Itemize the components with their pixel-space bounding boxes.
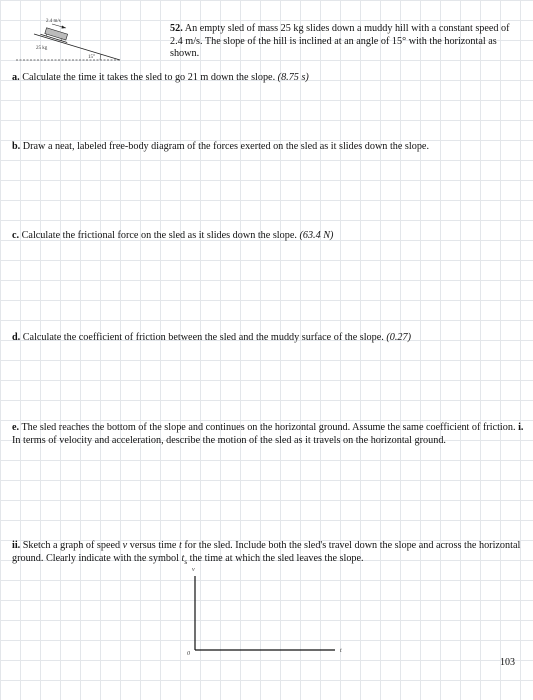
part-e-i-text: In terms of velocity and acceleration, describe the motion of the sled as it travels on the horizontal ground. bbox=[12, 434, 446, 446]
angle-label: 15° bbox=[88, 55, 95, 60]
x-axis-label: t bbox=[340, 648, 342, 654]
part-e-ii bbox=[12, 540, 522, 568]
part-a bbox=[12, 72, 522, 85]
velocity-arrowhead bbox=[62, 26, 67, 29]
part-e-ii-v: v bbox=[122, 540, 128, 551]
part-e-i-label: i. bbox=[518, 422, 524, 433]
mass-label: 25 kg bbox=[36, 46, 48, 51]
part-e-ii-text-1: Sketch a graph of speed bbox=[22, 540, 121, 551]
part-c-answer: (63.4 N) bbox=[299, 230, 334, 241]
part-b bbox=[12, 141, 522, 154]
part-e-ii-text-2: versus time bbox=[129, 540, 177, 551]
part-d-label: d. bbox=[12, 332, 21, 343]
origin-label: 0 bbox=[187, 651, 190, 657]
page-number: 103 bbox=[500, 657, 515, 668]
problem-number: 52. bbox=[170, 23, 183, 34]
speed-time-graph bbox=[180, 566, 350, 658]
part-d-answer: (0.27) bbox=[386, 332, 411, 343]
part-c bbox=[12, 230, 522, 243]
part-c-label: c. bbox=[12, 230, 20, 241]
part-e-ii-t: t bbox=[178, 540, 182, 551]
part-a-label: a. bbox=[12, 72, 20, 83]
part-d-text: Calculate the coefficient of friction between the sled and the muddy surface of the slope. bbox=[22, 332, 384, 343]
angle-arc bbox=[100, 55, 101, 61]
part-e-text: The sled reaches the bottom of the slope and continues on the horizontal ground. Assume the same coefficient of friction. bbox=[21, 422, 516, 433]
part-b-label: b. bbox=[12, 141, 21, 152]
part-d bbox=[12, 332, 522, 345]
part-e bbox=[12, 422, 524, 447]
incline-figure bbox=[16, 14, 136, 64]
problem-text: An empty sled of mass 25 kg slides down a muddy hill with a constant speed of 2.4 m/s. The slope of the hill is inclined at an angle of 15° with the horizontal as shown. bbox=[170, 23, 510, 59]
part-e-ii-ts: t bbox=[181, 552, 185, 564]
part-b-text: Draw a neat, labeled free-body diagram of the forces exerted on the sled as it slides down the slope. bbox=[22, 141, 429, 152]
part-e-ii-ts-sub: s bbox=[184, 557, 188, 566]
y-axis-label: v bbox=[192, 567, 195, 573]
part-e-label: e. bbox=[12, 422, 20, 433]
part-c-text: Calculate the frictional force on the sled as it slides down the slope. bbox=[21, 230, 297, 241]
part-a-answer: (8.75 s) bbox=[277, 72, 309, 83]
speed-label: 2.4 m/s bbox=[46, 19, 61, 24]
part-a-text: Calculate the time it takes the sled to go 21 m down the slope. bbox=[22, 72, 276, 83]
part-e-ii-text-3: for the sled. Include both the sled's travel down the slope and across the horizontal ground. Clearly indicate with the symbol bbox=[12, 540, 521, 564]
problem-statement bbox=[170, 23, 520, 61]
part-e-ii-text-4: the time at which the sled leaves the slope. bbox=[189, 552, 364, 564]
part-e-ii-label: ii. bbox=[12, 540, 21, 551]
